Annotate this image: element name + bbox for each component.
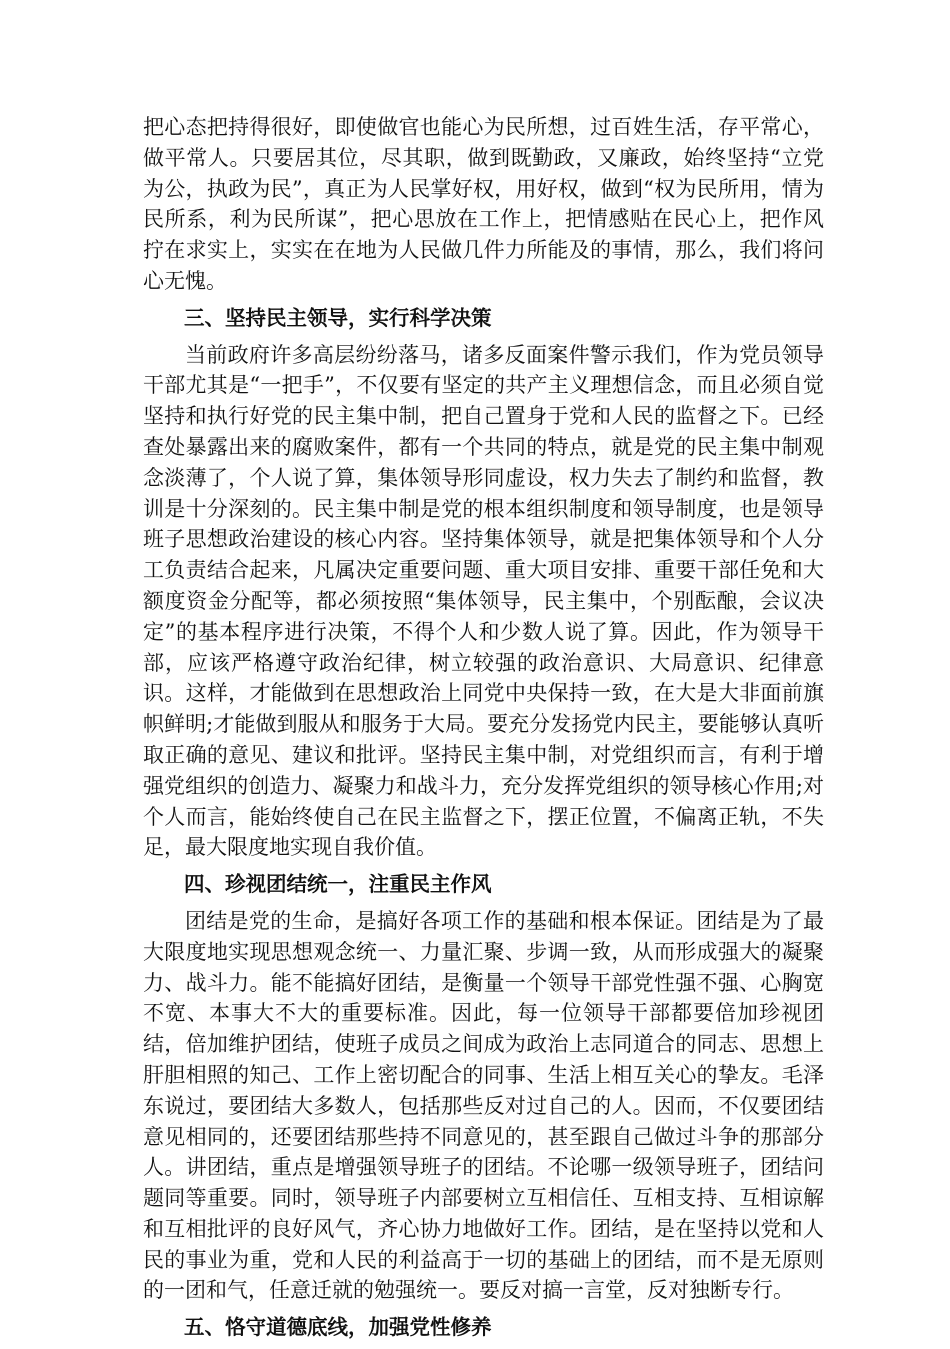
paragraph-continuation: 把心态把持得很好，即使做官也能心为民所想，过百姓生活，存平常心，做平常人。只要居其位，尽其职，做到既勤政，又廉政，始终坚持“立党为公，执政为民”，真正为人民掌好权，用好权，做到“权为民所用，情为民所系，利为民所谋”，把心思放在工作上，把情感贴在民心上，把作风拧在求实上，实实在在地为人民做几件力所能及的事情，那么，我们将问心无愧。 (143, 115, 824, 293)
document-page (143, 112, 824, 1349)
section-heading-3: 三、坚持民主领导，实行科学决策 (184, 305, 492, 330)
paragraph-section-3: 当前政府许多高层纷纷落马，诸多反面案件警示我们，作为党员领导干部尤其是“一把手”，不仅要有坚定的共产主义理想信念，而且必须自觉坚持和执行好党的民主集中制，把自己置身于党和人民的监督之下。已经查处暴露出来的腐败案件，都有一个共同的特点，就是党的民主集中制观念淡薄了，个人说了算，集体领导形同虚设，权力失去了制约和监督，教训是十分深刻的。民主集中制是党的根本组织制度和领导制度，也是领导班子思想政治建设的核心内容。坚持集体领导，就是把集体领导和个人分工负责结合起来，凡属决定重要问题、重大项目安排、重要干部任免和大额度资金分配等，都必须按照“集体领导，民主集中，个别酝酿，会议决定”的基本程序进行决策，不得个人和少数人说了算。因此，作为领导干部，应该严格遵守政治纪律，树立较强的政治意识、大局意识、纪律意识。这样，才能做到在思想政治上同党中央保持一致，在大是大非面前旗帜鲜明;才能做到服从和服务于大局。要充分发扬党内民主，要能够认真听取正确的意见、建议和批评。坚持民主集中制，对党组织而言，有利于增强党组织的创造力、凝聚力和战斗力，充分发挥党组织的领导核心作用;对个人而言，能始终使自己在民主监督之下，摆正位置，不偏离正轨，不失足，最大限度地实现自我价值。 (143, 342, 824, 860)
section-heading-5: 五、恪守道德底线，加强党性修养 (184, 1315, 492, 1340)
paragraph-section-4: 团结是党的生命，是搞好各项工作的基础和根本保证。团结是为了最大限度地实现思想观念统一、力量汇聚、步调一致，从而形成强大的凝聚力、战斗力。能不能搞好团结，是衡量一个领导干部党性强不强、心胸宽不宽、本事大不大的重要标准。因此，每一位领导干部都要倍加珍视团结，倍加维护团结，使班子成员之间成为政治上志同道合的同志、思想上肝胆相照的知己、工作上密切配合的同事、生活上相互关心的挚友。毛泽东说过，要团结大多数人，包括那些反对过自己的人。因而，不仅要团结意见相同的，还要团结那些持不同意见的，甚至跟自己做过斗争的那部分人。讲团结，重点是增强领导班子的团结。不论哪一级领导班子，团结问题同等重要。同时，领导班子内部要树立互相信任、互相支持、互相谅解和互相批评的良好风气，齐心协力地做好工作。团结，是在坚持以党和人民的事业为重，党和人民的利益高于一切的基础上的团结，而不是无原则的一团和气，任意迁就的勉强统一。要反对搞一言堂，反对独断专行。 (143, 908, 824, 1303)
section-heading-4: 四、珍视团结统一，注重民主作风 (184, 872, 492, 897)
